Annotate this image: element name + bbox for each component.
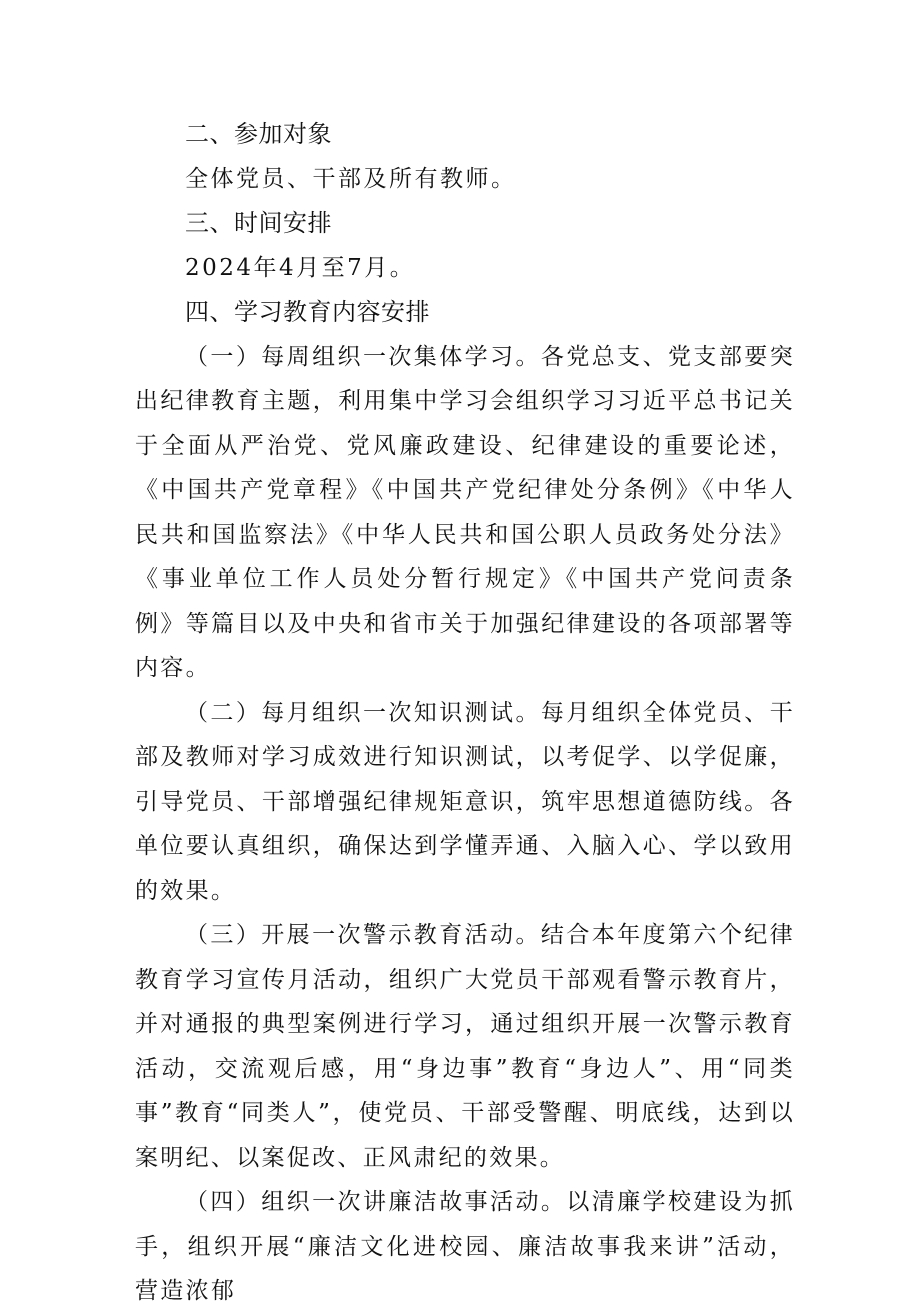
section-heading-content: 四、学习教育内容安排 bbox=[185, 298, 430, 326]
paragraph-monthly-test: （二）每月组织一次知识测试。每月组织全体党员、干部及教师对学习成效进行知识测试，以考促学、以学促廉，引导党员、干部增强纪律规矩意识，筑牢思想道德防线。各单位要认真组织，确保达到学懂弄通、入脑入心、学以致用的效果。 bbox=[135, 699, 795, 904]
schedule-text: 2024年4月至7月。 bbox=[185, 254, 416, 281]
participants-text: 全体党员、干部及所有教师。 bbox=[185, 165, 517, 192]
paragraph-integrity-stories: （四）组织一次讲廉洁故事活动。以清廉学校建设为抓手，组织开展“廉洁文化进校园、廉洁故事我来讲”活动，营造浓郁 bbox=[135, 1189, 795, 1304]
section-heading-participants: 二、参加对象 bbox=[185, 120, 332, 148]
section-heading-schedule: 三、时间安排 bbox=[185, 209, 332, 237]
paragraph-weekly-study: （一）每周组织一次集体学习。各党总支、党支部要突出纪律教育主题，利用集中学习会组织学习习近平总书记关于全面从严治党、党风廉政建设、纪律建设的重要论述，《中国共产党章程》《中国共产党纪律处分条例》《中华人民共和国监察法》《中华人民共和国公职人员政务处分法》《事业单位工作人员处分暂行规定》《中国共产党问责条例》等篇目以及中央和省市关于加强纪律建设的各项部署等内容。 bbox=[135, 343, 795, 681]
paragraph-warning-education: （三）开展一次警示教育活动。结合本年度第六个纪律教育学习宣传月活动，组织广大党员干部观看警示教育片，并对通报的典型案例进行学习，通过组织开展一次警示教育活动，交流观后感，用“身边事”教育“身边人”、用“同类事”教育“同类人”，使党员、干部受警醒、明底线，达到以案明纪、以案促改、正风肃纪的效果。 bbox=[135, 922, 795, 1171]
document-body bbox=[135, 112, 795, 1314]
